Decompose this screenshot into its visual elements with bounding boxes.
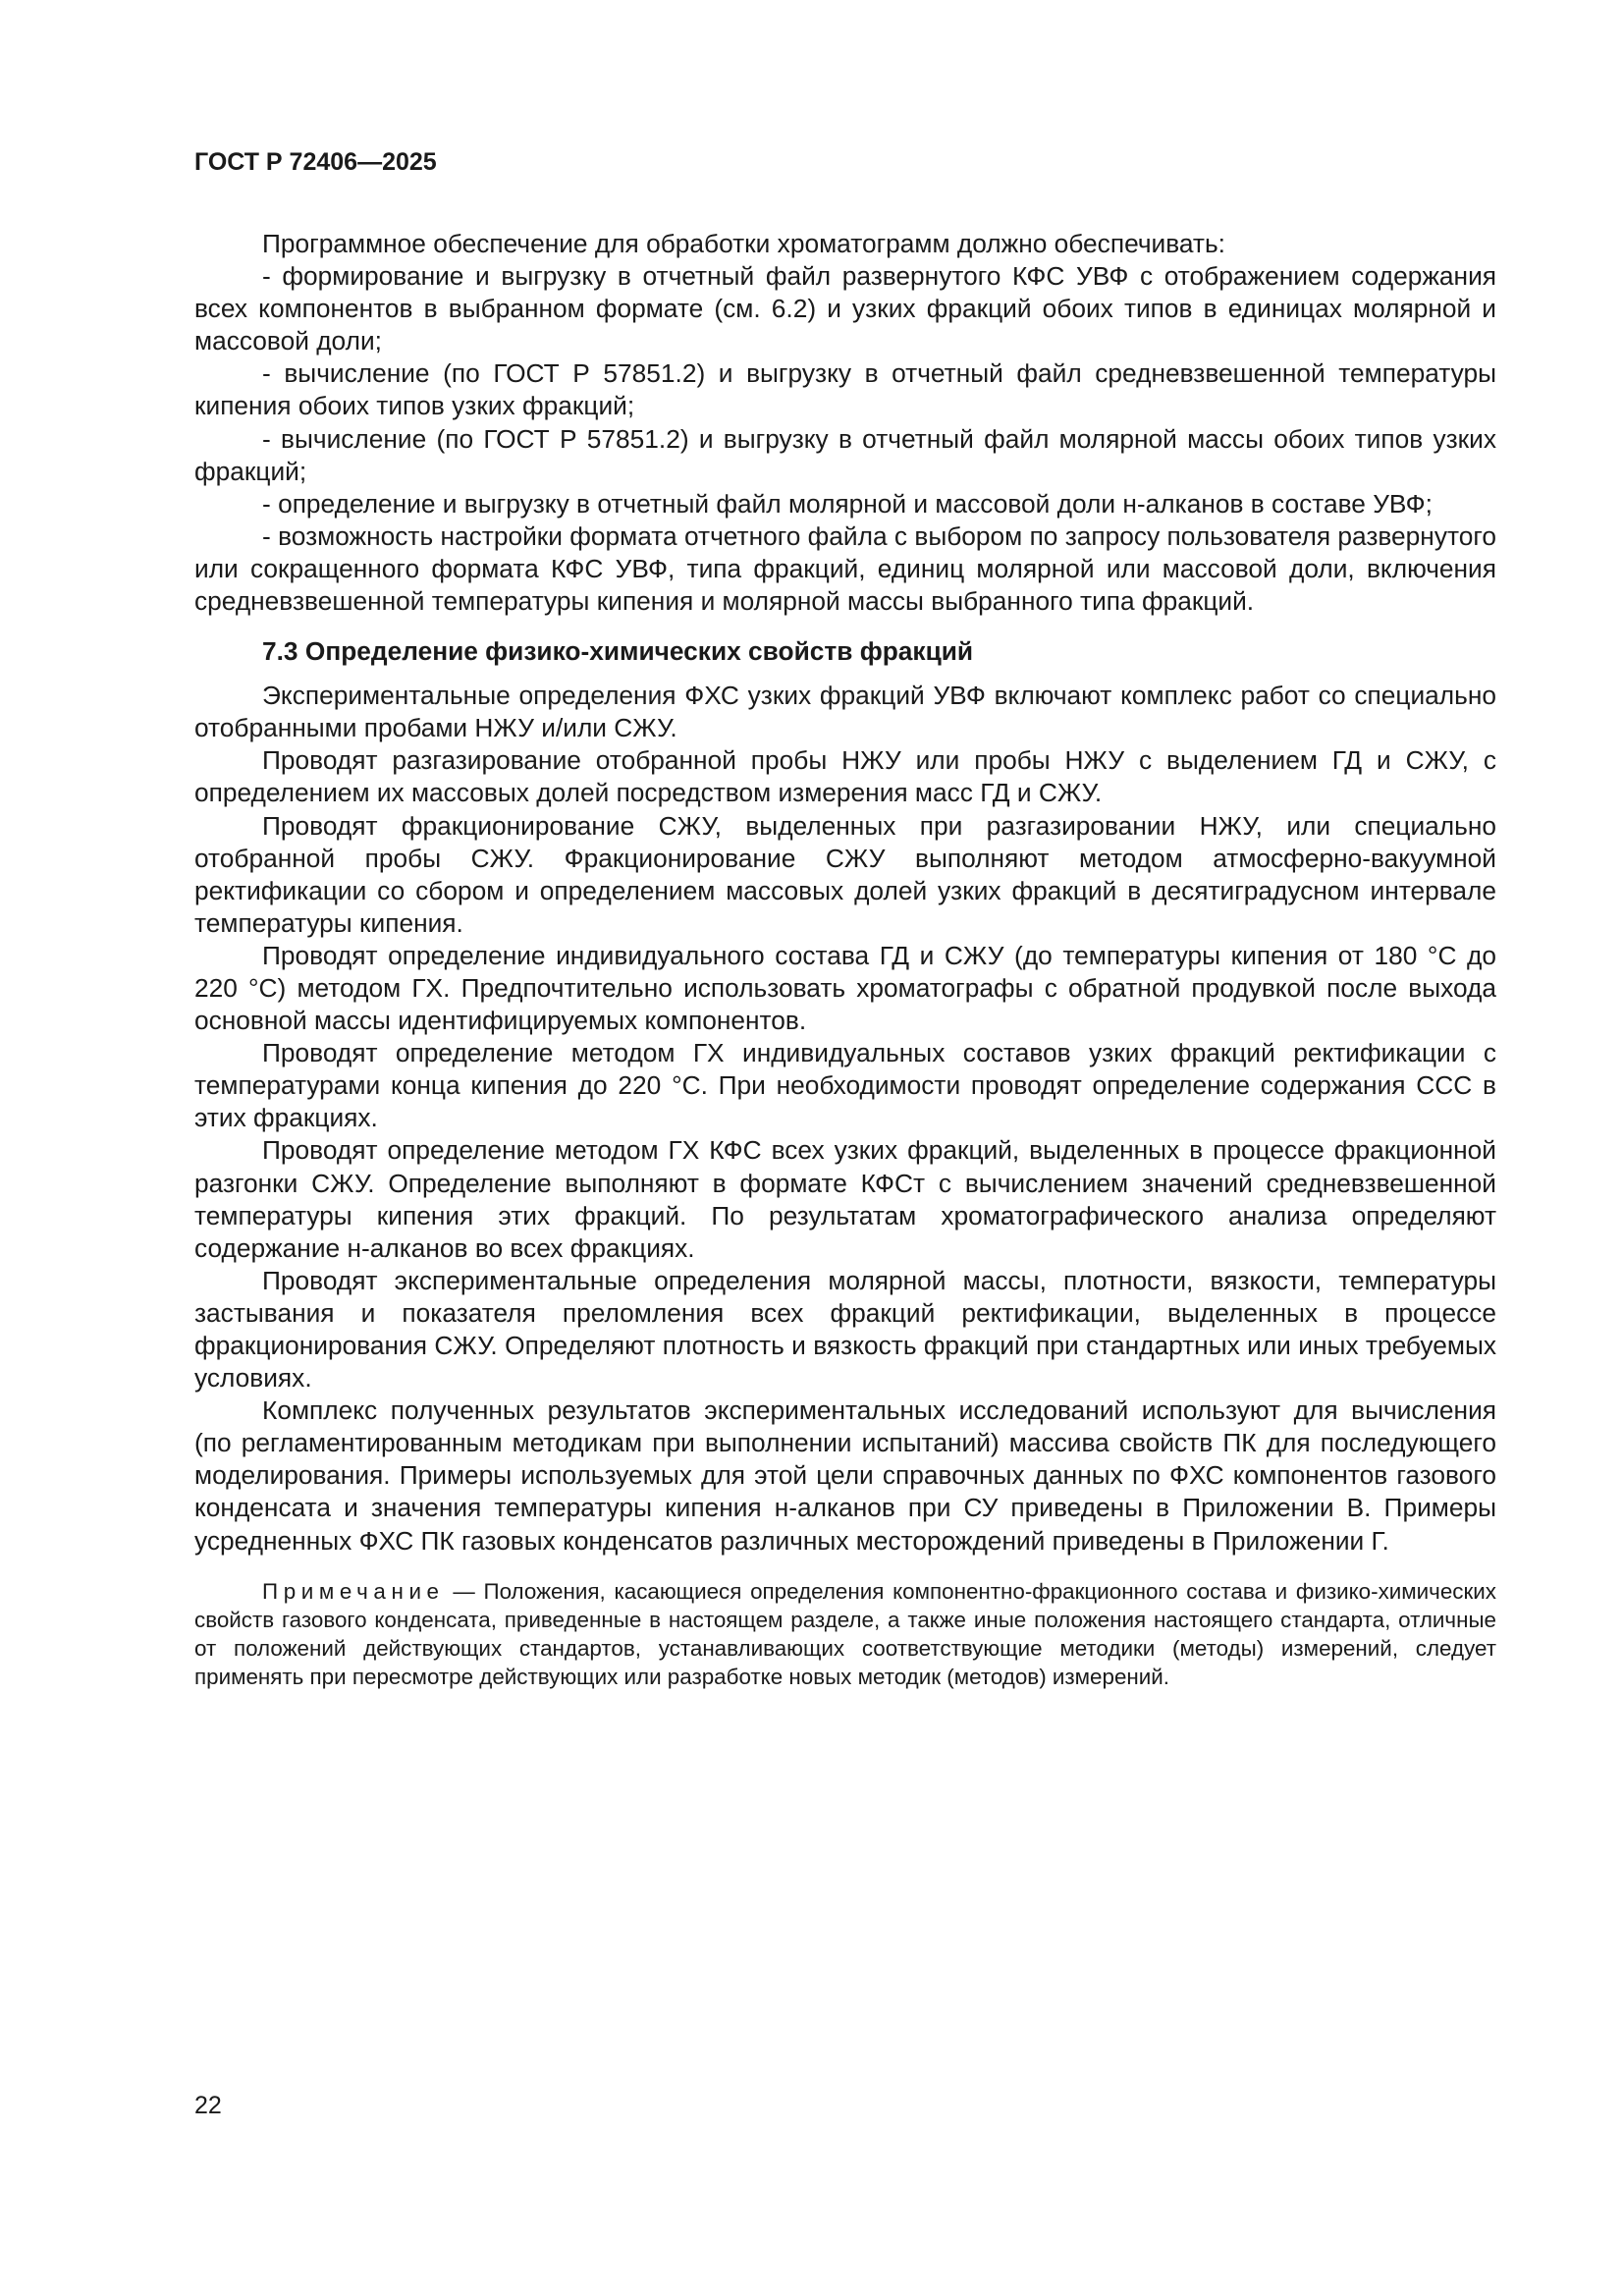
section-paragraph-7: Проводят экспериментальные определения молярной массы, плотности, вязкости, температуры застывания и показателя преломления всех фракций ректификации, выделенных в процессе фракционирования СЖУ. Определяют плотность и вязкость фракций при стандартных или иных требуемых условиях. [194,1265,1496,1394]
section-paragraph-8: Комплекс полученных результатов экспериментальных исследований используют для вычисления (по регламентированным методикам при выполнении испытаний) массива свойств ПК для последующего моделирования. Примеры используемых для этой цели справочных данных по ФХС компонентов газового конденсата и значения температуры кипения н-алканов при СУ приведены в Приложении В. Примеры усредненных ФХС ПК газовых конденсатов различных месторождений приведены в Приложении Г. [194,1395,1496,1556]
page-number: 22 [194,2092,222,2119]
section-paragraph-3: Проводят фракционирование СЖУ, выделенных при разгазировании НЖУ, или специально отобранной пробы СЖУ. Фракционирование СЖУ выполняют методом атмосферно-вакуумной ректификации со сбором и определением массовых долей узких фракций в десятиградусном интервале температуры кипения. [194,810,1496,938]
section-title-7-3: 7.3 Определение физико-химических свойств фракций [262,636,974,667]
document-page [194,147,1496,1691]
section-paragraph-5: Проводят определение методом ГХ индивидуальных составов узких фракций ректификации с температурами конца кипения до 220 °С. При необходимости проводят определение содержания ССС в этих фракциях. [194,1038,1496,1133]
software-item-1: - формирование и выгрузку в отчетный файл развернутого КФС УВФ с отображением содержания всех компонентов в выбранном формате (см. 6.2) и узких фракций обоих типов в единицах молярной и массовой доли; [194,261,1496,356]
software-item-2: - вычисление (по ГОСТ Р 57851.2) и выгрузку в отчетный файл средневзвешенной температуры кипения обоих типов узких фракций; [194,358,1496,421]
section-paragraph-6: Проводят определение методом ГХ КФС всех узких фракций, выделенных в процессе фракционной разгонки СЖУ. Определение выполняют в формате КФСт с вычислением значений средневзвешенной температуры кипения этих фракций. По результатам хроматографического анализа определяют содержание н-алканов во всех фракциях. [194,1135,1496,1263]
software-intro: Программное обеспечение для обработки хроматограмм должно обеспечивать: [262,229,1225,258]
section-paragraph-1: Экспериментальные определения ФХС узких фракций УВФ включают комплекс работ со специально отобранными пробами НЖУ и/или СЖУ. [194,681,1496,743]
note-label: Примечание [262,1578,445,1604]
software-item-4: - определение и выгрузку в отчетный файл молярной и массовой доли н-алканов в составе УВФ; [262,488,1433,519]
note-text: — Положения, касающиеся определения компонентно-фракционного состава и физико-химических свойств газового конденсата, приведенные в настоящем разделе, а также иные положения настоящего стандарта, отличные от положений действующих стандартов, устанавливающих соответствующие методики (методы) измерений, следует применять при пересмотре действующих или разработке новых методик (методов) измерений. [194,1578,1496,1689]
note-block [194,1577,1496,1691]
section-paragraph-2: Проводят разгазирование отобранной пробы НЖУ или пробы НЖУ с выделением ГД и СЖУ, с определением их массовых долей посредством измерения масс ГД и СЖУ. [194,745,1496,808]
section-paragraph-4: Проводят определение индивидуального состава ГД и СЖУ (до температуры кипения от 180 °С до 220 °С) методом ГХ. Предпочтительно использовать хроматографы с обратной продувкой после выхода основной массы идентифицируемых компонентов. [194,940,1496,1036]
software-item-3: - вычисление (по ГОСТ Р 57851.2) и выгрузку в отчетный файл молярной массы обоих типов узких фракций; [194,423,1496,486]
software-item-5: - возможность настройки формата отчетного файла с выбором по запросу пользователя развернутого или сокращенного формата КФС УВФ, типа фракций, единиц молярной или массовой доли, включения средневзвешенной температуры кипения и молярной массы выбранного типа фракций. [194,520,1496,617]
standard-header: ГОСТ Р 72406—2025 [194,148,437,176]
